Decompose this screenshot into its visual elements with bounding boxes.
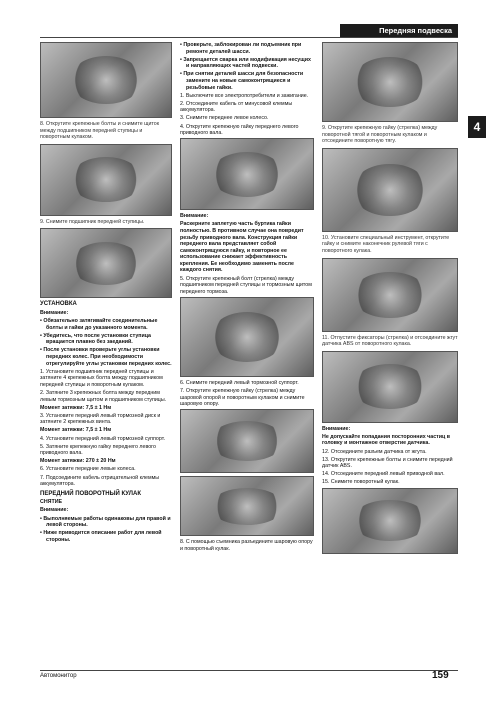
- photo-special-tool: [322, 148, 458, 232]
- photo-bearing: [40, 144, 172, 216]
- footer-publisher: Автомонитор: [40, 673, 77, 679]
- step: 2. Отсоедините кабель от минусовой клеммы аккумулятора.: [180, 100, 293, 114]
- torque: Момент затяжки: 270 ± 20 Нм: [40, 458, 116, 465]
- step: 6. Снимите передний левый тормозной суппорт.: [180, 379, 299, 386]
- photo-brake-shield: [180, 297, 314, 377]
- warning-heading: Внимание:: [322, 425, 351, 432]
- header-rule: [40, 37, 458, 38]
- step: 1. Установите подшипник передней ступицы и затяните 4 крепежных болта между подшипником передней ступицы и поворотным кулаком.: [40, 368, 163, 388]
- step: 13. Открутите крепежные болты и снимите передний датчик ABS.: [322, 456, 453, 470]
- photo-abs-harness: [322, 258, 458, 332]
- step: 6. Установите передние левые колеса.: [40, 466, 136, 473]
- warning-heading: Внимание:: [40, 309, 69, 316]
- section-header: Передняя подвеска: [340, 24, 458, 38]
- step: 1. Выключите все электропотребители и зажигание.: [180, 92, 309, 99]
- column-left: [40, 42, 172, 545]
- photo-hub-nut: [180, 138, 314, 210]
- step: 4. Установите передний левый тормозной суппорт.: [40, 435, 166, 442]
- warning-item: • После установки проверьте углы установки передних колес. При необходимости отрегулируйте углы установки передних колес.: [40, 347, 172, 367]
- warning-item: • Ниже приводится описание работ для левой стороны.: [40, 530, 162, 543]
- warning-item: • При снятии деталей шасси для безопасности замените на новые самоконтрящиеся и резьбовые гайки.: [180, 71, 304, 91]
- photo-tie-rod: [322, 42, 458, 122]
- page-number: 159: [432, 670, 449, 681]
- warning-text: Раскерните заплетую часть буртика гайки полностью. В противном случае она повредит резьбу приводного вала. Конструкция гайки переднего вала представляет собой самоконтрящуюся гайку, и повторное ее использование снижает эффективность крепления. Ее необходимо заменять после каждого снятия.: [180, 221, 304, 274]
- warning-item: • Обязательно затягивайте соединительные болты и гайки до указанного момента.: [40, 318, 158, 331]
- footer-rule: [40, 670, 458, 671]
- step: 4. Открутите крепежную гайку переднего левого приводного вала.: [180, 123, 299, 137]
- warning-item: • Проверьте, заблокирован ли подъемник при ремонте деталей шасси.: [180, 42, 302, 55]
- step: 2. Затяните 3 крепежных болта между передним левым тормозным щитом и подшипником ступицы.: [40, 390, 167, 403]
- warning-item: • Запрещается сварка или модификация несущих и направляющих частей подвески.: [180, 56, 311, 70]
- photo-bearing-removed: [40, 228, 172, 298]
- step: 5. Открутите крепежный болт (стрелка) между подшипником передней ступицы и тормозным щитом переднего тормоза.: [180, 275, 312, 295]
- chapter-tab: 4: [468, 116, 486, 138]
- step: 15. Снимите поворотный кулак.: [322, 479, 400, 486]
- step: 14. Отсоедините передний левый приводной вал.: [322, 471, 445, 478]
- step: 5. Затяните крепежную гайку переднего левого приводного вала.: [40, 443, 156, 457]
- column-right: [322, 42, 458, 557]
- caption: 10. Установите специальный инструмент, открутите гайку и снимите наконечник рулевой тяги с поворотного кулака.: [322, 234, 450, 254]
- step: 8. С помощью съемника разъедините шаровую опору и поворотный кулак.: [180, 539, 313, 552]
- torque: Момент затяжки: 7,5 ± 1 Нм: [40, 427, 112, 434]
- step: 3. Снимите переднее левое колесо.: [180, 115, 269, 122]
- photo-puller: [180, 476, 314, 536]
- photo-ball-joint: [180, 409, 314, 473]
- step: 12. Отсоедините разъем датчика от жгута.: [322, 448, 427, 455]
- step: 7. Открутите крепежную гайку (стрелка) между шаровой опорой и поворотным кулаком и снимите шаровую опору.: [180, 387, 305, 408]
- warning-item: • Выполняемые работы одинаковы для правой и левой стороны.: [40, 515, 171, 529]
- caption: 9. Снимите подшипник передней ступицы.: [40, 218, 145, 225]
- caption: 9. Открутите крепежную гайку (стрелка) между поворотной тягой и поворотным кулаком и отсоедините поворотную тягу.: [322, 125, 438, 145]
- heading: УСТАНОВКА: [40, 301, 77, 308]
- step: 3. Установите передний левый тормозной диск и затяните 2 крепежных винта.: [40, 412, 161, 426]
- warning-item: • Убедитесь, что после установки ступица вращается плавно без заеданий.: [40, 332, 151, 346]
- photo-hub: [40, 42, 172, 118]
- torque: Момент затяжки: 7,5 ± 1 Нм: [40, 404, 112, 411]
- photo-abs-sensor: [322, 351, 458, 423]
- warning-heading: Внимание:: [180, 213, 209, 220]
- subheading: СНЯТИЕ: [40, 499, 63, 506]
- caption: 11. Отпустите фиксаторы (стрелка) и отсоедините жгут датчика ABS от поворотного кулака.: [322, 334, 458, 348]
- photo-knuckle: [322, 488, 458, 554]
- warning-heading: Внимание:: [40, 507, 69, 514]
- caption: 8. Открутите крепежные болты и снимите щиток между подшипником передней ступицы и поворотным кулаком.: [40, 121, 160, 141]
- warning-text: Не допускайте попадания посторонних частиц в головку и монтажное отверстие датчика.: [322, 433, 450, 447]
- heading: ПЕРЕДНИЙ ПОВОРОТНЫЙ КУЛАК: [40, 490, 142, 497]
- column-middle: [180, 42, 314, 554]
- step: 7. Подсоедините кабель отрицательной клеммы аккумулятора.: [40, 474, 160, 488]
